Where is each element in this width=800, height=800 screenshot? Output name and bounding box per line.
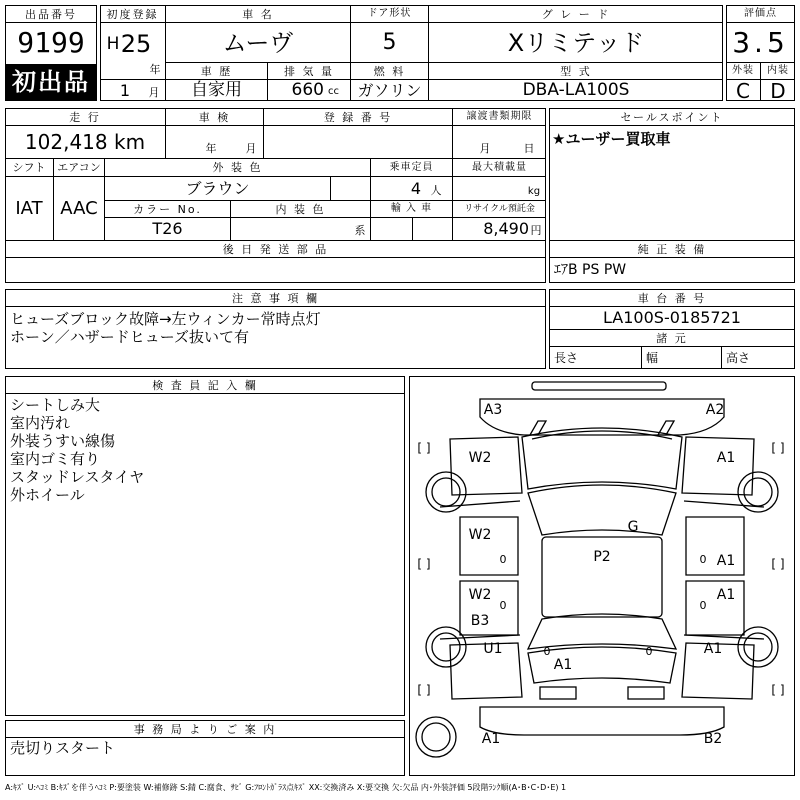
bracket-right-mid: [ ] <box>771 557 785 571</box>
equipment-text: ｴｱB PS PW <box>554 262 627 278</box>
model-code: DBA-LA100S <box>522 80 630 100</box>
dimensions-label: 諸 元 <box>656 331 688 345</box>
mark-fender-left: W2 <box>468 450 492 466</box>
capacity-label: 乗車定員 <box>389 161 434 173</box>
recycle-label: リサイクル預託金 <box>464 203 535 214</box>
mark-door-rear-right: A1 <box>716 587 736 603</box>
shift-type: IAT <box>15 197 43 219</box>
car-name: ムーヴ <box>222 28 294 57</box>
displacement: 660 <box>291 80 324 100</box>
color-number: T26 <box>152 219 183 238</box>
load-unit: kg <box>527 186 541 197</box>
inspection-year-unit: 年 <box>205 141 217 155</box>
mark-door-rear-left: W2 <box>468 587 492 603</box>
recycle-fee: 8,490 <box>483 219 529 238</box>
exterior-color: ブラウン <box>185 178 250 198</box>
exterior-grade: C <box>736 78 750 103</box>
mark-door-front-right: A1 <box>716 553 736 569</box>
capacity: 4 <box>410 178 421 198</box>
plate-label: 登 録 番 号 <box>323 110 393 124</box>
mark-zero: 0 <box>699 598 707 612</box>
inspector-notes <box>10 396 144 504</box>
caution-line: ホーン／ハザードヒューズ抜いて有 <box>10 328 249 346</box>
condition-diagram <box>409 376 795 776</box>
inspector-label: 検 査 員 記 入 欄 <box>152 378 258 392</box>
caution-label: 注 意 事 項 欄 <box>232 291 319 305</box>
door-label: ドア形状 <box>367 8 412 19</box>
registration-label: 初度登録 <box>106 7 159 21</box>
equipment-label: 純 正 装 備 <box>637 242 707 256</box>
bracket-right-front: [ ] <box>771 441 785 455</box>
mark-rear-fender-right: A1 <box>703 641 723 657</box>
mark-front-right: A2 <box>705 402 725 418</box>
mark-zero: 0 <box>699 552 707 566</box>
year-unit: 年 <box>149 62 161 76</box>
mark-roof: P2 <box>593 549 611 565</box>
inspector-line: 室内汚れ <box>10 414 71 432</box>
inspector-line: 外装うすい線傷 <box>10 432 116 450</box>
capacity-unit: 人 <box>430 183 442 197</box>
mark-front-left: A3 <box>483 402 503 418</box>
width-label: 幅 <box>646 351 659 365</box>
model-label: 型 式 <box>560 64 592 78</box>
mileage: 102,418 km <box>24 130 146 154</box>
inspection-label: 車 検 <box>198 110 231 124</box>
interior-grade: D <box>770 78 786 103</box>
interior-color-unit: 系 <box>354 223 366 237</box>
mark-rear-fender-left: U1 <box>483 641 503 657</box>
caution-line: ヒューズブロック故障→左ウィンカー常時点灯 <box>10 310 321 328</box>
chassis-label: 車 台 番 号 <box>637 291 707 305</box>
exterior-label: 外装 <box>732 65 754 76</box>
bracket-left-front: [ ] <box>417 441 431 455</box>
sales-point-text: ★ユーザー買取車 <box>552 129 671 148</box>
recycle-unit: 円 <box>530 223 542 237</box>
mileage-label: 走 行 <box>69 110 101 124</box>
mark-zero: 0 <box>645 644 653 658</box>
height-label: 高さ <box>726 351 751 365</box>
score-label: 評価点 <box>744 8 777 19</box>
mark-zero: 0 <box>499 552 507 566</box>
length-label: 長さ <box>554 351 579 365</box>
load-label: 最大積載量 <box>472 161 527 173</box>
inspector-line: スタッドレスタイヤ <box>10 468 145 486</box>
transfer-month-unit: 月 <box>479 141 491 155</box>
displacement-label: 排 気 量 <box>284 64 334 78</box>
mark-zero: 0 <box>543 644 551 658</box>
mark-trunk: A1 <box>553 657 573 673</box>
caution-notes <box>10 310 321 346</box>
lot-number: 9199 <box>17 26 85 59</box>
inspector-line: シートしみ大 <box>10 396 101 414</box>
doors: 5 <box>382 29 397 55</box>
bracket-left-mid: [ ] <box>417 557 431 571</box>
first-listing-badge: 初出品 <box>6 64 96 100</box>
inspection-month-unit: 月 <box>245 141 257 155</box>
later-parts-label: 後 日 発 送 部 品 <box>222 242 329 256</box>
mark-zero: 0 <box>499 598 507 612</box>
inspector-line: 室内ゴミ有り <box>10 450 101 468</box>
fuel: ガソリン <box>357 80 422 100</box>
sales-point-label: セールスポイント <box>620 110 724 124</box>
transfer-day-unit: 日 <box>523 141 535 155</box>
grade: Xリミテッド <box>507 28 645 57</box>
lot-label: 出品番号 <box>25 7 77 21</box>
registration-year: 25 <box>120 30 152 58</box>
bracket-left-rear: [ ] <box>417 683 431 697</box>
mark-rear-right: B2 <box>703 731 723 747</box>
history-label: 車 歴 <box>200 64 233 78</box>
history: 自家用 <box>191 80 242 100</box>
bracket-right-rear: [ ] <box>771 683 785 697</box>
mark-windshield: G <box>627 519 639 535</box>
office-text: 売切りスタート <box>10 738 116 757</box>
import-label: 輸 入 車 <box>390 203 433 214</box>
month-unit: 月 <box>148 85 160 99</box>
mark-fender-right: A1 <box>716 450 736 466</box>
car-outline-svg <box>410 377 794 775</box>
mark-sill-left: B3 <box>470 613 490 629</box>
overall-score: 3.5 <box>732 25 789 59</box>
interior-color-label: 内 装 色 <box>275 202 326 216</box>
chassis-number: LA100S-0185721 <box>603 308 741 327</box>
exterior-color-label: 外 装 色 <box>212 161 263 174</box>
grade-label: グ レ ー ド <box>541 7 611 21</box>
displacement-unit: cc <box>328 86 339 97</box>
color-number-label: カラー No. <box>133 202 202 216</box>
legend: A:ｷｽﾞ U:ﾍｺﾐ B:ｷｽﾞを伴うﾍｺﾐ P:要塗装 W:補修跡 S:錆 C:腐食、ｻﾋﾞ G:ﾌﾛﾝﾄｶﾞﾗｽ点ｷｽﾞ XX:交換済み X:要交換 欠:欠品 内･外装評価 5段階ﾗﾝｸ順(A･B･C･D･E) 1 <box>5 783 567 792</box>
aircon-type: AAC <box>60 197 98 219</box>
interior-label: 内装 <box>767 65 789 76</box>
mark-rear-left: A1 <box>481 731 501 747</box>
inspector-line: 外ホイール <box>10 486 85 504</box>
car-name-label: 車 名 <box>242 7 274 21</box>
shift-label: シフト <box>12 161 46 174</box>
transfer-label: 譲渡書類期限 <box>466 111 533 122</box>
fuel-label: 燃 料 <box>373 64 406 78</box>
office-label: 事 務 局 よ り ご 案 内 <box>133 722 277 736</box>
registration-month: 1 <box>119 81 131 100</box>
aircon-label: エアコン <box>57 161 101 174</box>
mark-door-front-left: W2 <box>468 527 492 543</box>
era: H <box>106 33 120 54</box>
